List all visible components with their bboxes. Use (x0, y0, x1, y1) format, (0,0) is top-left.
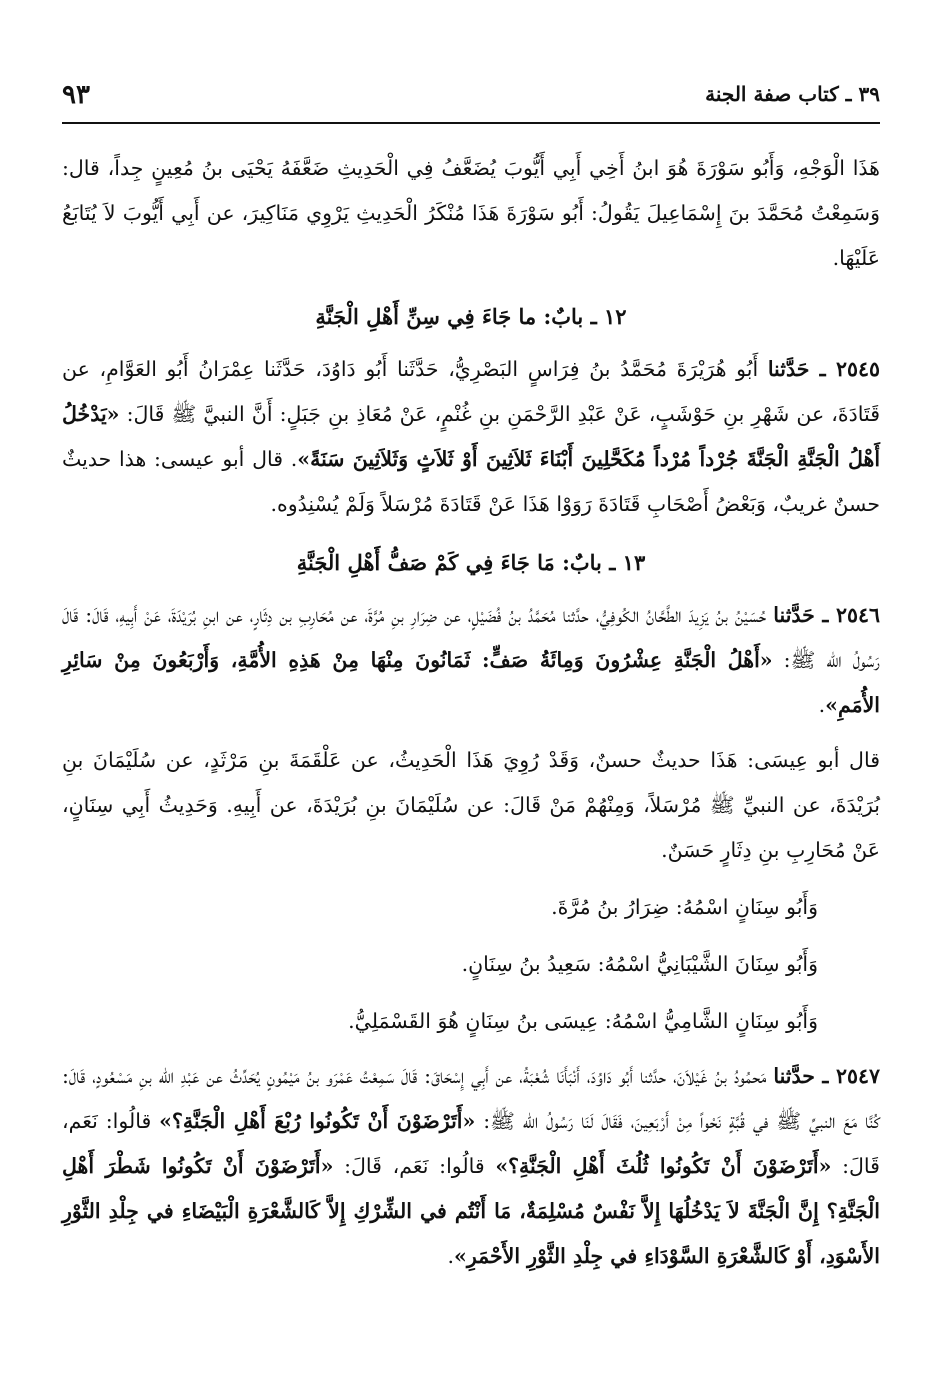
name-note-1: وَأَبُو سِنَانٍ اسْمُهُ: ضِرَارُ بنُ مُرَّةَ. (551, 895, 818, 919)
chapter-number: ١٣ ـ (609, 550, 646, 575)
header-rule (62, 122, 880, 124)
chapter-heading-12 (62, 295, 880, 339)
intro-paragraph: هَذَا الْوَجْهِ، وَأَبُو سَوْرَةَ هُوَ ابنُ أَخِي أَبِي أَيُّوبَ يُضَعَّفُ فِي الْحَدِيثِ ضَعَّفَهُ يَحْيَى بنُ مُعِينٍ جِداً، قال: وَسَمِعْتُ مُحَمَّدَ بنَ إِسْمَاعِيلَ يَقُولُ: أَبُو سَوْرَةَ هَذَا مُنْكَرُ الْحَدِيثِ يَرْوِي مَنَاكِيرَ، عن أَبِي أَيُّوبَ لاَ يُتَابَعُ عَلَيْهَا. (62, 156, 880, 270)
page-header (62, 80, 880, 128)
chapter-title: بابٌ: مَا جَاءَ فِي كَمْ صَفُّ أَهْلِ الْجَنَّةِ (296, 550, 602, 575)
hadith-2546 (62, 593, 880, 728)
hadith-2546-note: قال أبو عِيسَى: هَذَا حديثٌ حسنٌ، وَقَدْ رُوِيَ هَذَا الْحَدِيثُ، عن عَلْقَمَةَ بنِ مَرْثَدٍ، عن سُلَيْمَانَ بنِ بُرَيْدَةَ، عن النبيِّ ﷺ مُرْسَلاً، وَمِنْهُمْ مَنْ قَالَ: عن سُلَيْمَانَ بنِ بُرَيْدَةَ، عن أَبِيهِ. وَحَدِيثُ أَبِي سِنَانٍ، عَنْ مُحَارِبِ بنِ دِثَارٍ حَسَنٌ. (62, 748, 880, 862)
hadith-quote-2: «أَتَرْضَوْنَ أَنْ تَكُونُوا ثُلُثَ أَهْلِ الْجَنَّةِ؟» (495, 1154, 832, 1178)
name-note-3: وَأَبُو سِنَانٍ الشَّامِيُّ اسْمُهُ: عِيسَى بنُ سِنَانٍ هُوَ القَسْمَلِيُّ. (348, 1009, 818, 1033)
chapter-heading-13 (62, 541, 880, 585)
hadith-chain: مَحمُودُ بنُ غَيْلاَنَ، حدَّثنا أَبُو دَاوُدَ، أَنْبَأَنَا شُعْبَةُ، عن أَبِي إِسْحَاقَ: قَالَ سَمِعْتُ عَمْرَو بنُ مَيْمُونٍ يُحَدِّثُ عن عَبْدِ الله بنِ مَسْعُودٍ، قَالَ: كُنَّا مَعَ النبيِّ ﷺ في قُبَّةٍ نَحْواً مِنْ أَرْبَعِينَ، فَقَالَ لَنَا رَسُولُ الله ﷺ: (62, 1064, 880, 1133)
hadith-end: . (447, 1244, 455, 1268)
hadith-2547 (62, 1054, 880, 1279)
hadith-end: . (818, 693, 826, 717)
hadith-lead: ٢٥٤٥ ـ حَدَّثنا (767, 357, 880, 381)
hadith-lead: ٢٥٤٦ ـ حَدَّثنا (773, 603, 880, 627)
running-title: ٣٩ ـ كتاب صفة الجنة (705, 82, 880, 106)
hadith-quote-1: «أَتَرْضَوْنَ أَنْ تَكُونُوا رُبْعَ أَهْلِ الْجَنَّةِ؟» (159, 1109, 476, 1133)
name-note-2: وَأَبُو سِنَانَ الشَّيْبَانِيُّ اسْمُهُ: سَعِيدُ بنُ سِنَانٍ. (461, 952, 818, 976)
chapter-number: ١٢ ـ (590, 304, 627, 329)
hadith-quote-3: «أَتَرْضَوْنَ أَنْ تَكُونُوا شَطْرَ أَهْلِ الْجَنَّةِ؟ إِنَّ الْجَنَّةَ لاَ يَدْخُلُهَا إِلاَّ نَفْسٌ مُسْلِمَةٌ، مَا أَنْتُم في الشِّرْكِ إِلاَّ كَالشَّعْرَةِ الْبَيْضَاءِ في جِلْدِ الثَّوْرِ الأَسْوَدِ، أَوْ كَالشَّعْرَةِ السَّوْدَاءِ في جِلْدِ الثَّوْرِ الأَحْمَرِ» (62, 1154, 880, 1268)
hadith-reply-2: قالُوا: نَعَم، قَالَ: (344, 1154, 496, 1178)
hadith-reply-1: قالُوا: نَعَم، قَالَ: (62, 1109, 880, 1178)
hadith-lead: ٢٥٤٧ ـ حدَّثنا (773, 1064, 880, 1088)
hadith-chain: حُسَيْنُ بنُ يَزِيدَ الطَّحَّانُ الكُوفِيُّ، حدَّثنا مُحَمَّدُ بنُ فُضَيْلٍ، عن ضِرَارِ بنِ مُرَّةَ، عن مُحَارِبِ بن دِثَارٍ، عن ابنِ بُرَيْدَةَ، عَنْ أَبِيهِ، قَالَ: قَالَ رَسُولُ الله ﷺ: (62, 603, 880, 672)
hadith-quote: «أَهْلُ الْجَنَّةِ عِشْرُونَ وَمِائَةُ صَفٍّ: ثَمَانُونَ مِنْهَا مِنْ هَذِهِ الأُمَّةِ، وَأَرْبَعُونَ مِنْ سَائِرِ الأُمَمِ» (62, 648, 880, 717)
page-body (62, 146, 880, 1279)
chapter-title: بابٌ: ما جَاءَ فِي سِنِّ أَهْلِ الْجَنَّةِ (315, 304, 584, 329)
hadith-2545 (62, 347, 880, 527)
hadith-quote: «يَدْخُلُ أَهْلُ الْجَنَّةِ الْجَنَّةَ جُرْداً مُرْداً مُكَحَّلِينَ أَبْنَاءَ ثَلاَثِينَ أَوْ ثَلاَثٍ وَثَلاَثِينَ سَنَةً» (62, 402, 881, 471)
hadith-chain: أَبُو هُرَيْرَةَ مُحَمَّدُ بنُ فِرَاسٍ البَصْرِيُّ، حَدَّثَنا أَبُو دَاوُدَ، حَدَّثَنا عِمْرَانُ أَبُو العَوَّامِ، عن قَتَادَةَ، عن شَهْرِ بنِ حَوْشَبٍ، عَنْ عَبْدِ الرَّحْمَنِ بنِ غُنْمٍ، عَنْ مُعَاذِ بنِ جَبَلٍ: أَنَّ النبيَّ ﷺ قَالَ: (62, 357, 880, 426)
hadith-commentary: . قال أبو عيسى: هذا حديثٌ حسنٌ غريبٌ، وَبَعْضُ أَصْحَابِ قَتَادَةَ رَوَوْا هَذَا عَنْ قَتَادَةَ مُرْسَلاً وَلَمْ يُسْنِدُوه. (62, 447, 880, 516)
page-number: ٩٣ (62, 80, 90, 110)
